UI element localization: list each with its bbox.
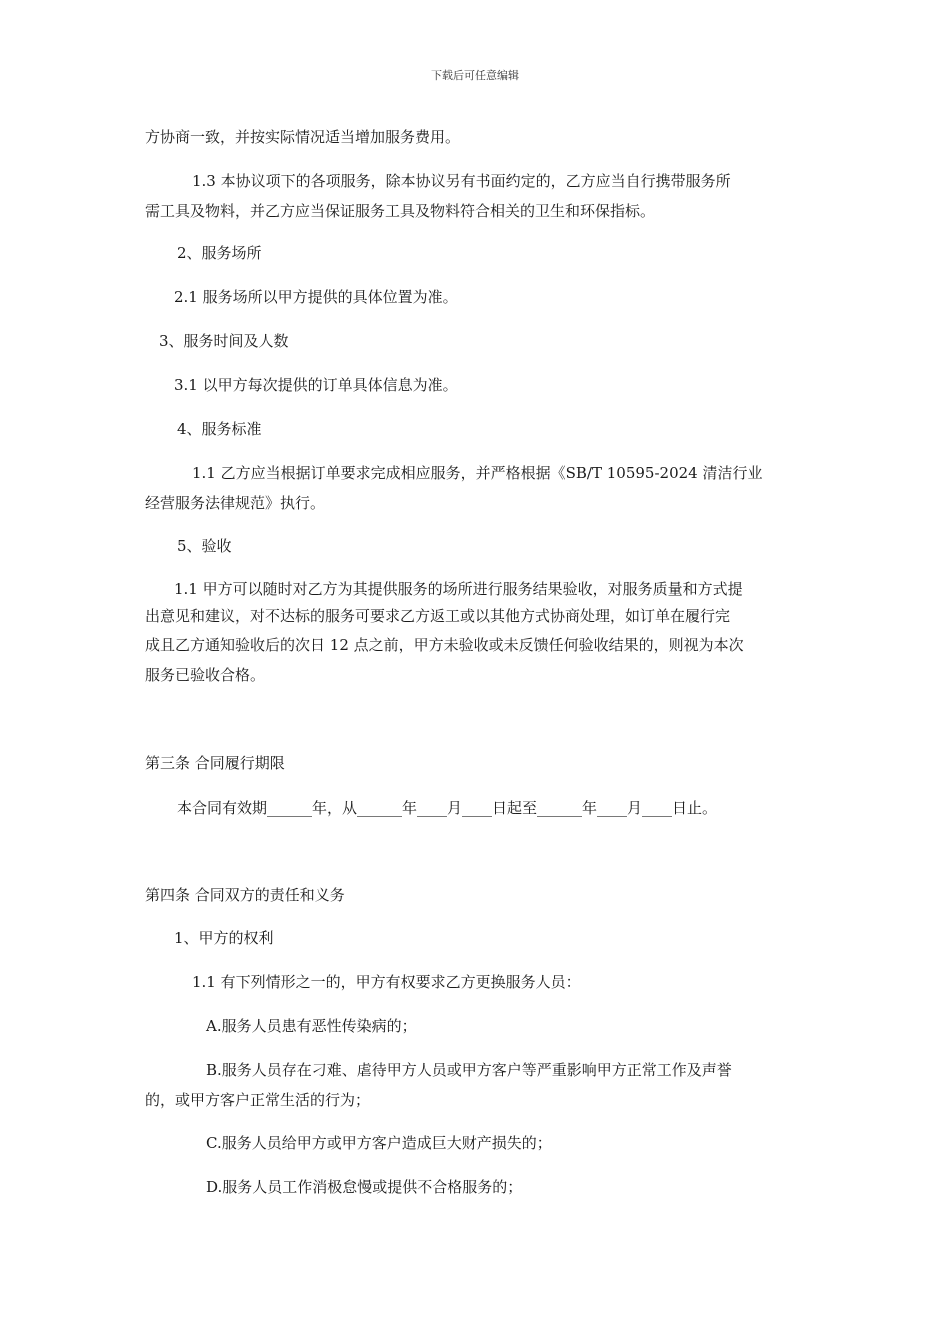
paragraph-line: 的，或甲方客户正常生活的行为；	[145, 1091, 371, 1109]
list-item: D.服务人员工作消极怠慢或提供不合格服务的；	[206, 1178, 523, 1196]
paragraph-line: 2.1 服务场所以甲方提供的具体位置为准。	[174, 288, 458, 306]
paragraph-line: 1.1 有下列情形之一的，甲方有权要求乙方更换服务人员：	[192, 973, 581, 991]
section-heading: 2、服务场所	[177, 244, 262, 262]
paragraph-line: 服务已验收合格。	[145, 666, 266, 684]
article-heading: 第三条 合同履行期限	[145, 754, 285, 772]
article-heading: 第四条 合同双方的责任和义务	[145, 886, 345, 904]
paragraph-line: 需工具及物料，并乙方应当保证服务工具及物料符合相关的卫生和环保指标。	[145, 202, 656, 220]
section-heading: 3、服务时间及人数	[159, 332, 289, 350]
section-heading: 1、甲方的权利	[174, 929, 274, 947]
list-item: B.服务人员存在刁难、虐待甲方人员或甲方客户等严重影响甲方正常工作及声誉	[206, 1061, 732, 1079]
list-item: A.服务人员患有恶性传染病的；	[206, 1017, 417, 1035]
paragraph-line: 方协商一致，并按实际情况适当增加服务费用。	[145, 128, 461, 146]
page-header: 下载后可任意编辑	[431, 69, 519, 82]
paragraph-line: 1.1 乙方应当根据订单要求完成相应服务，并严格根据《SB/T 10595-2024 清洁行业	[192, 464, 763, 482]
paragraph-line: 成且乙方通知验收后的次日 12 点之前，甲方未验收或未反馈任何验收结果的，则视为本次	[145, 636, 744, 654]
paragraph-line: 本合同有效期______年，从______年____月____日起至______年____月____日止。	[177, 799, 718, 817]
paragraph-line: 3.1 以甲方每次提供的订单具体信息为准。	[174, 376, 458, 394]
paragraph-line: 1.1 甲方可以随时对乙方为其提供服务的场所进行服务结果验收，对服务质量和方式提	[174, 580, 743, 598]
section-heading: 5、验收	[177, 537, 232, 555]
list-item: C.服务人员给甲方或甲方客户造成巨大财产损失的；	[206, 1134, 552, 1152]
paragraph-line: 经营服务法律规范》执行。	[145, 494, 326, 512]
section-heading: 4、服务标准	[177, 420, 262, 438]
paragraph-line: 1.3 本协议项下的各项服务，除本协议另有书面约定的，乙方应当自行携带服务所	[192, 172, 731, 190]
paragraph-line: 出意见和建议，对不达标的服务可要求乙方返工或以其他方式协商处理，如订单在履行完	[145, 607, 731, 625]
